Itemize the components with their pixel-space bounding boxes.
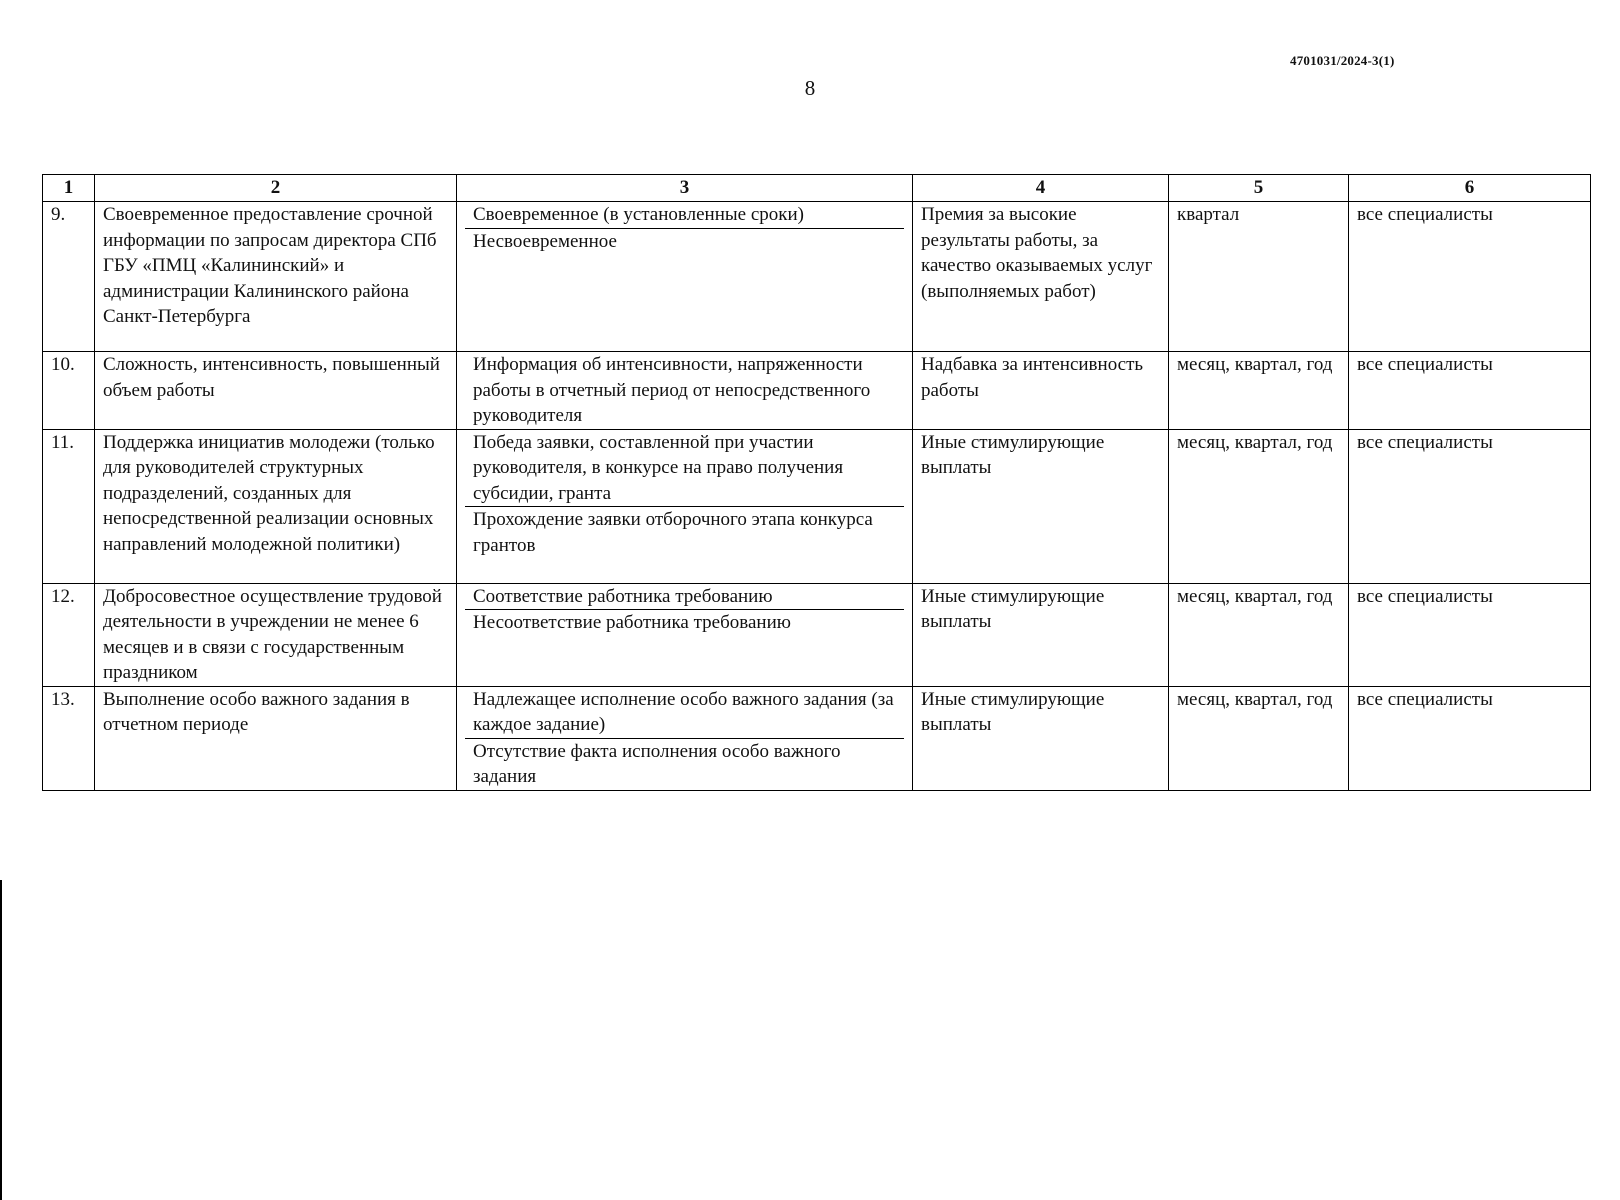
payment-cell: Иные стимулирующие выплаты <box>913 583 1169 686</box>
condition-item: Информация об интенсивности, напряженности работы в отчетный период от непосредственного руководителя <box>473 354 871 426</box>
criteria-table <box>42 174 1591 791</box>
payment-cell: Иные стимулирующие выплаты <box>913 686 1169 790</box>
table-row <box>43 429 1591 583</box>
row-number: 13. <box>43 686 95 790</box>
conditions-cell <box>457 429 913 583</box>
condition-item: Надлежащее исполнение особо важного задания (за каждое задание) <box>465 687 904 739</box>
table-row <box>43 686 1591 790</box>
payment-cell: Иные стимулирующие выплаты <box>913 429 1169 583</box>
condition-item: Своевременное (в установленные сроки) <box>465 202 904 229</box>
criterion-cell: Своевременное предоставление срочной информации по запросам директора СПб ГБУ «ПМЦ «Калининский» и администрации Калининского района Санкт-Петербурга <box>95 202 457 352</box>
document-number: 4701031/2024-3(1) <box>1290 53 1395 68</box>
period-cell: квартал <box>1169 202 1349 352</box>
staff-cell: все специалисты <box>1349 352 1591 430</box>
condition-item: Отсутствие факта исполнения особо важного задания <box>473 740 841 787</box>
condition-item: Несоответствие работника требованию <box>473 612 791 633</box>
criterion-cell: Поддержка инициатив молодежи (только для руководителей структурных подразделений, созданных для непосредственной реализации основных направлений молодежной политики) <box>95 429 457 583</box>
payment-cell: Надбавка за интенсивность работы <box>913 352 1169 430</box>
column-header: 4 <box>913 175 1169 202</box>
period-cell: месяц, квартал, год <box>1169 686 1349 790</box>
conditions-cell <box>457 583 913 686</box>
row-number: 12. <box>43 583 95 686</box>
conditions-cell <box>457 202 913 352</box>
conditions-cell <box>457 352 913 430</box>
column-header: 3 <box>457 175 913 202</box>
column-header: 5 <box>1169 175 1349 202</box>
condition-item: Прохождение заявки отборочного этапа конкурса грантов <box>473 509 873 556</box>
period-cell: месяц, квартал, год <box>1169 583 1349 686</box>
condition-item: Соответствие работника требованию <box>465 584 904 611</box>
column-header: 1 <box>43 175 95 202</box>
payment-cell: Премия за высокие результаты работы, за качество оказываемых услуг (выполняемых работ) <box>913 202 1169 352</box>
conditions-cell <box>457 686 913 790</box>
condition-item: Несвоевременное <box>473 230 617 252</box>
row-number: 9. <box>43 202 95 352</box>
table-header-row <box>43 175 1591 202</box>
staff-cell: все специалисты <box>1349 429 1591 583</box>
table-row <box>43 583 1591 686</box>
row-number: 10. <box>43 352 95 430</box>
period-cell: месяц, квартал, год <box>1169 429 1349 583</box>
staff-cell: все специалисты <box>1349 583 1591 686</box>
scan-margin-line <box>0 880 2 1200</box>
condition-item: Победа заявки, составленной при участии руководителя, в конкурсе на право получения субсидии, гранта <box>465 430 904 508</box>
table-row <box>43 202 1591 352</box>
criterion-cell: Сложность, интенсивность, повышенный объем работы <box>95 352 457 430</box>
table-row <box>43 352 1591 430</box>
staff-cell: все специалисты <box>1349 202 1591 352</box>
page-number: 8 <box>804 76 816 100</box>
column-header: 2 <box>95 175 457 202</box>
criterion-cell: Добросовестное осуществление трудовой деятельности в учреждении не менее 6 месяцев и в связи с государственным праздником <box>95 583 457 686</box>
staff-cell: все специалисты <box>1349 686 1591 790</box>
period-cell: месяц, квартал, год <box>1169 352 1349 430</box>
criterion-cell: Выполнение особо важного задания в отчетном периоде <box>95 686 457 790</box>
column-header: 6 <box>1349 175 1591 202</box>
row-number: 11. <box>43 429 95 583</box>
